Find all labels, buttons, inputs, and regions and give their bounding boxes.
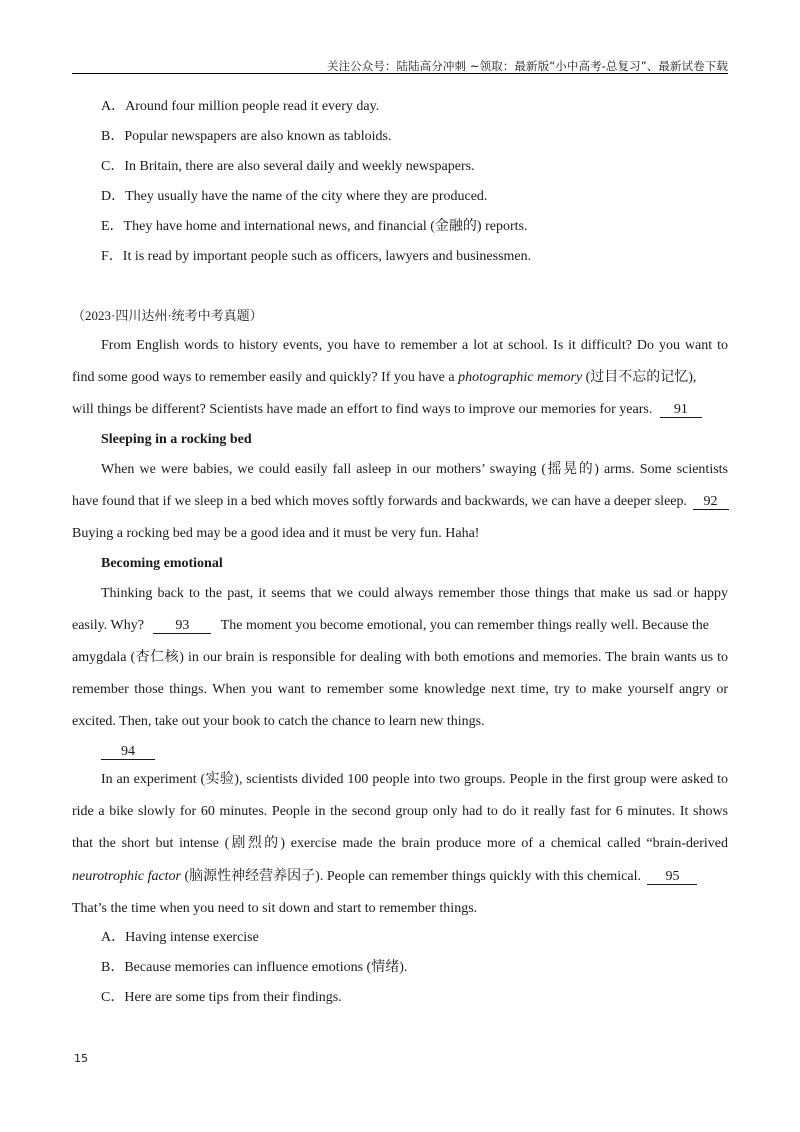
p4-line4: neurotrophic factor (脑源性神经营养因子). People can remember things quickly with this chemical. 95 bbox=[72, 868, 728, 886]
source-label: （2023·四川达州·统考中考真题） bbox=[72, 308, 263, 323]
page-number: 15 bbox=[74, 1052, 88, 1065]
p2-line3: Buying a rocking bed may be a good idea and it must be very fun. Haha! bbox=[72, 526, 480, 541]
option-c-bottom: C．Here are some tips from their findings. bbox=[101, 990, 342, 1005]
p3-line3: amygdala (杏仁核) in our brain is responsible for dealing with both emotions and memories. The brain wants us to bbox=[72, 650, 728, 665]
p3-line1: Thinking back to the past, it seems that we could always remember those things that make us sad or happy bbox=[101, 586, 728, 601]
option-f-top: F．It is read by important people such as officers, lawyers and businessmen. bbox=[101, 249, 532, 264]
p4-line1: In an experiment (实验), scientists divided 100 people into two groups. People in the first group were asked to bbox=[101, 772, 728, 787]
p1-line2: find some good ways to remember easily and quickly? If you have a photographic memory (过目不忘的记忆), bbox=[72, 370, 697, 385]
p1-line1: From English words to history events, you have to remember a lot at school. Is it difficult? Do you want to bbox=[101, 338, 728, 353]
heading-becoming-emotional: Becoming emotional bbox=[101, 556, 223, 571]
page-header: 关注公众号：陆陆高分冲刺 ~领取：最新版“小中高考-总复习”、最新试卷下载 bbox=[326, 59, 728, 73]
blank-95[interactable]: 95 bbox=[647, 869, 697, 885]
option-b-top: B．Popular newspapers are also known as tabloids. bbox=[101, 129, 392, 144]
blank-92[interactable]: 92 bbox=[693, 494, 729, 510]
option-d-top: D．They usually have the name of the city where they are produced. bbox=[101, 189, 488, 204]
p2-line2: have found that if we sleep in a bed which moves softly forwards and backwards, we can have a deeper sleep. 92 bbox=[72, 493, 728, 511]
option-a-top: A．Around four million people read it every day. bbox=[101, 99, 380, 114]
p1-line3: will things be different? Scientists have made an effort to find ways to improve our memories for years. 91 bbox=[72, 401, 728, 419]
p4-line5: That’s the time when you need to sit down and start to remember things. bbox=[72, 901, 478, 916]
option-a-bottom: A．Having intense exercise bbox=[101, 930, 259, 945]
p3-line2: easily. Why? 93 The moment you become emotional, you can remember things really well. Because the bbox=[72, 618, 709, 633]
option-b-bottom: B．Because memories can influence emotions (情绪). bbox=[101, 960, 408, 975]
blank-93[interactable]: 93 bbox=[153, 618, 211, 634]
p3-line4: remember those things. When you want to remember some knowledge next time, try to make yourself angry or bbox=[72, 682, 728, 697]
p2-line1: When we were babies, we could easily fall asleep in our mothers’ swaying (摇晃的) arms. Some scientists bbox=[101, 462, 728, 477]
heading-rocking-bed: Sleeping in a rocking bed bbox=[101, 432, 252, 447]
blank-94[interactable]: 94 bbox=[101, 744, 155, 760]
p4-line3: that the short but intense (剧烈的) exercise made the brain produce more of a chemical called “brain-derived bbox=[72, 836, 728, 851]
p4-line2: ride a bike slowly for 60 minutes. People in the second group only had to do it really fast for 6 minutes. It shows bbox=[72, 804, 728, 819]
blank-91[interactable]: 91 bbox=[660, 402, 702, 418]
blank-94-line bbox=[101, 743, 728, 761]
option-e-top: E．They have home and international news, and financial (金融的) reports. bbox=[101, 219, 528, 234]
header-rule bbox=[72, 73, 728, 74]
option-c-top: C．In Britain, there are also several daily and weekly newspapers. bbox=[101, 159, 475, 174]
p3-line5: excited. Then, take out your book to catch the chance to learn new things. bbox=[72, 714, 485, 729]
